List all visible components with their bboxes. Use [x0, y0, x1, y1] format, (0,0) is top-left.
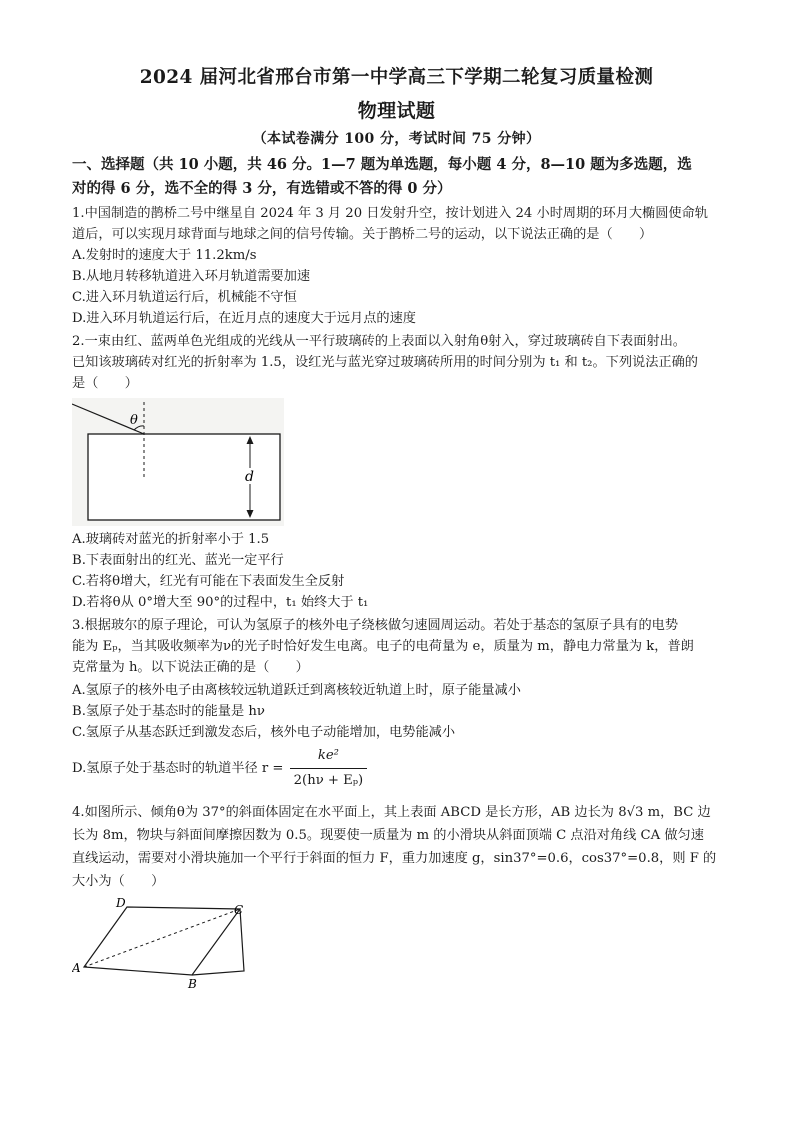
fraction-numerator: ke²	[290, 744, 368, 769]
q2-line1: 2.一束由红、蓝两单色光组成的光线从一平行玻璃砖的上表面以入射角θ射入，穿过玻璃砖自下表面射出。	[72, 334, 686, 349]
q1-option-a: A.发射时的速度大于 11.2km/s	[72, 248, 257, 263]
q2-line2: 已知该玻璃砖对红光的折射率为 1.5，设红光与蓝光穿过玻璃砖所用的时间分别为 t₁ 和 t₂。下列说法正确的	[72, 355, 698, 370]
radius-fraction	[290, 744, 368, 793]
q2-option-b: B.下表面射出的红光、蓝光一定平行	[72, 553, 284, 568]
section-heading-line1: 一、选择题（共 10 小题，共 46 分。1—7 题为单选题，每小题 4 分，8—10 题为多选题，选	[72, 156, 692, 173]
q3-line3: 克常量为 h。以下说法正确的是（ ）	[72, 660, 309, 675]
q1-option-c: C.进入环月轨道运行后，机械能不守恒	[72, 290, 297, 305]
q2-option-c: C.若将θ增大，红光有可能在下表面发生全反射	[72, 574, 345, 589]
thickness-label: d	[245, 469, 254, 485]
q3-line1: 3.根据玻尔的原子理论，可认为氢原子的核外电子绕核做匀速圆周运动。若处于基态的氢原子具有的电势	[72, 618, 679, 633]
q3-option-b: B.氢原子处于基态时的能量是 hν	[72, 704, 265, 719]
incline-top-face	[84, 907, 240, 975]
exam-subtitle: 物理试题	[357, 100, 436, 122]
glass-slab-figure	[72, 398, 284, 526]
q1-option-b: B.从地月转移轨道进入环月轨道需要加速	[72, 269, 311, 284]
vertex-b-label: B	[188, 977, 197, 991]
exam-title: 2024 届河北省邢台市第一中学高三下学期二轮复习质量检测	[139, 67, 654, 88]
incline-figure	[72, 895, 262, 993]
q2-line3: 是（ ）	[72, 376, 138, 391]
q2-option-d: D.若将θ从 0°增大至 90°的过程中，t₁ 始终大于 t₁	[72, 595, 369, 610]
vertex-a-label: A	[72, 961, 81, 975]
fraction-denominator: 2(hν + Eₚ)	[293, 773, 364, 788]
section-heading-line2: 对的得 6 分，选不全的得 3 分，有选错或不答的得 0 分）	[72, 180, 452, 197]
q4-line4: 大小为（ ）	[72, 874, 165, 889]
q4-line3: 直线运动，需要对小滑块施加一个平行于斜面的恒力 F，重力加速度 g，sin37°=0.6，cos37°=0.8，则 F 的	[72, 851, 717, 866]
q4-line1: 4.如图所示、倾角θ为 37°的斜面体固定在水平面上，其上表面 ABCD 是长方形，AB 边长为 8√3 m，BC 边	[72, 805, 711, 820]
q1-option-d: D.进入环月轨道运行后，在近月点的速度大于远月点的速度	[72, 311, 416, 326]
q3-option-a: A.氢原子的核外电子由离核较远轨道跃迁到离核较近轨道上时，原子能量减小	[72, 683, 521, 698]
diagonal-ca	[84, 909, 240, 967]
q3-line2: 能为 Eₚ，当其吸收频率为ν的光子时恰好发生电离。电子的电荷量为 e，质量为 m，静电力常量为 k，普朗	[72, 639, 694, 654]
theta-label: θ	[130, 413, 138, 428]
exam-note: （本试卷满分 100 分，考试时间 75 分钟）	[252, 131, 541, 147]
q3-option-d	[72, 744, 732, 793]
vertex-c-label: C	[234, 903, 244, 917]
q4-line2: 长为 8m，物块与斜面间摩擦因数为 0.5。现要使一质量为 m 的小滑块从斜面顶端 C 点沿对角线 CA 做匀速	[72, 828, 704, 843]
q1-line2: 道后，可以实现月球背面与地球之间的信号传输。关于鹊桥二号的运动，以下说法正确的是（ ）	[72, 227, 653, 242]
q2-option-a: A.玻璃砖对蓝光的折射率小于 1.5	[72, 532, 270, 547]
vertex-d-label: D	[116, 896, 126, 910]
q3-option-d-prefix: D.氢原子处于基态时的轨道半径 r =	[72, 761, 284, 776]
q3-option-c: C.氢原子从基态跃迁到激发态后，核外电子动能增加，电势能减小	[72, 725, 456, 740]
q1-line1: 1.中国制造的鹊桥二号中继星自 2024 年 3 月 20 日发射升空，按计划进入 24 小时周期的环月大椭圆使命轨	[72, 206, 708, 221]
